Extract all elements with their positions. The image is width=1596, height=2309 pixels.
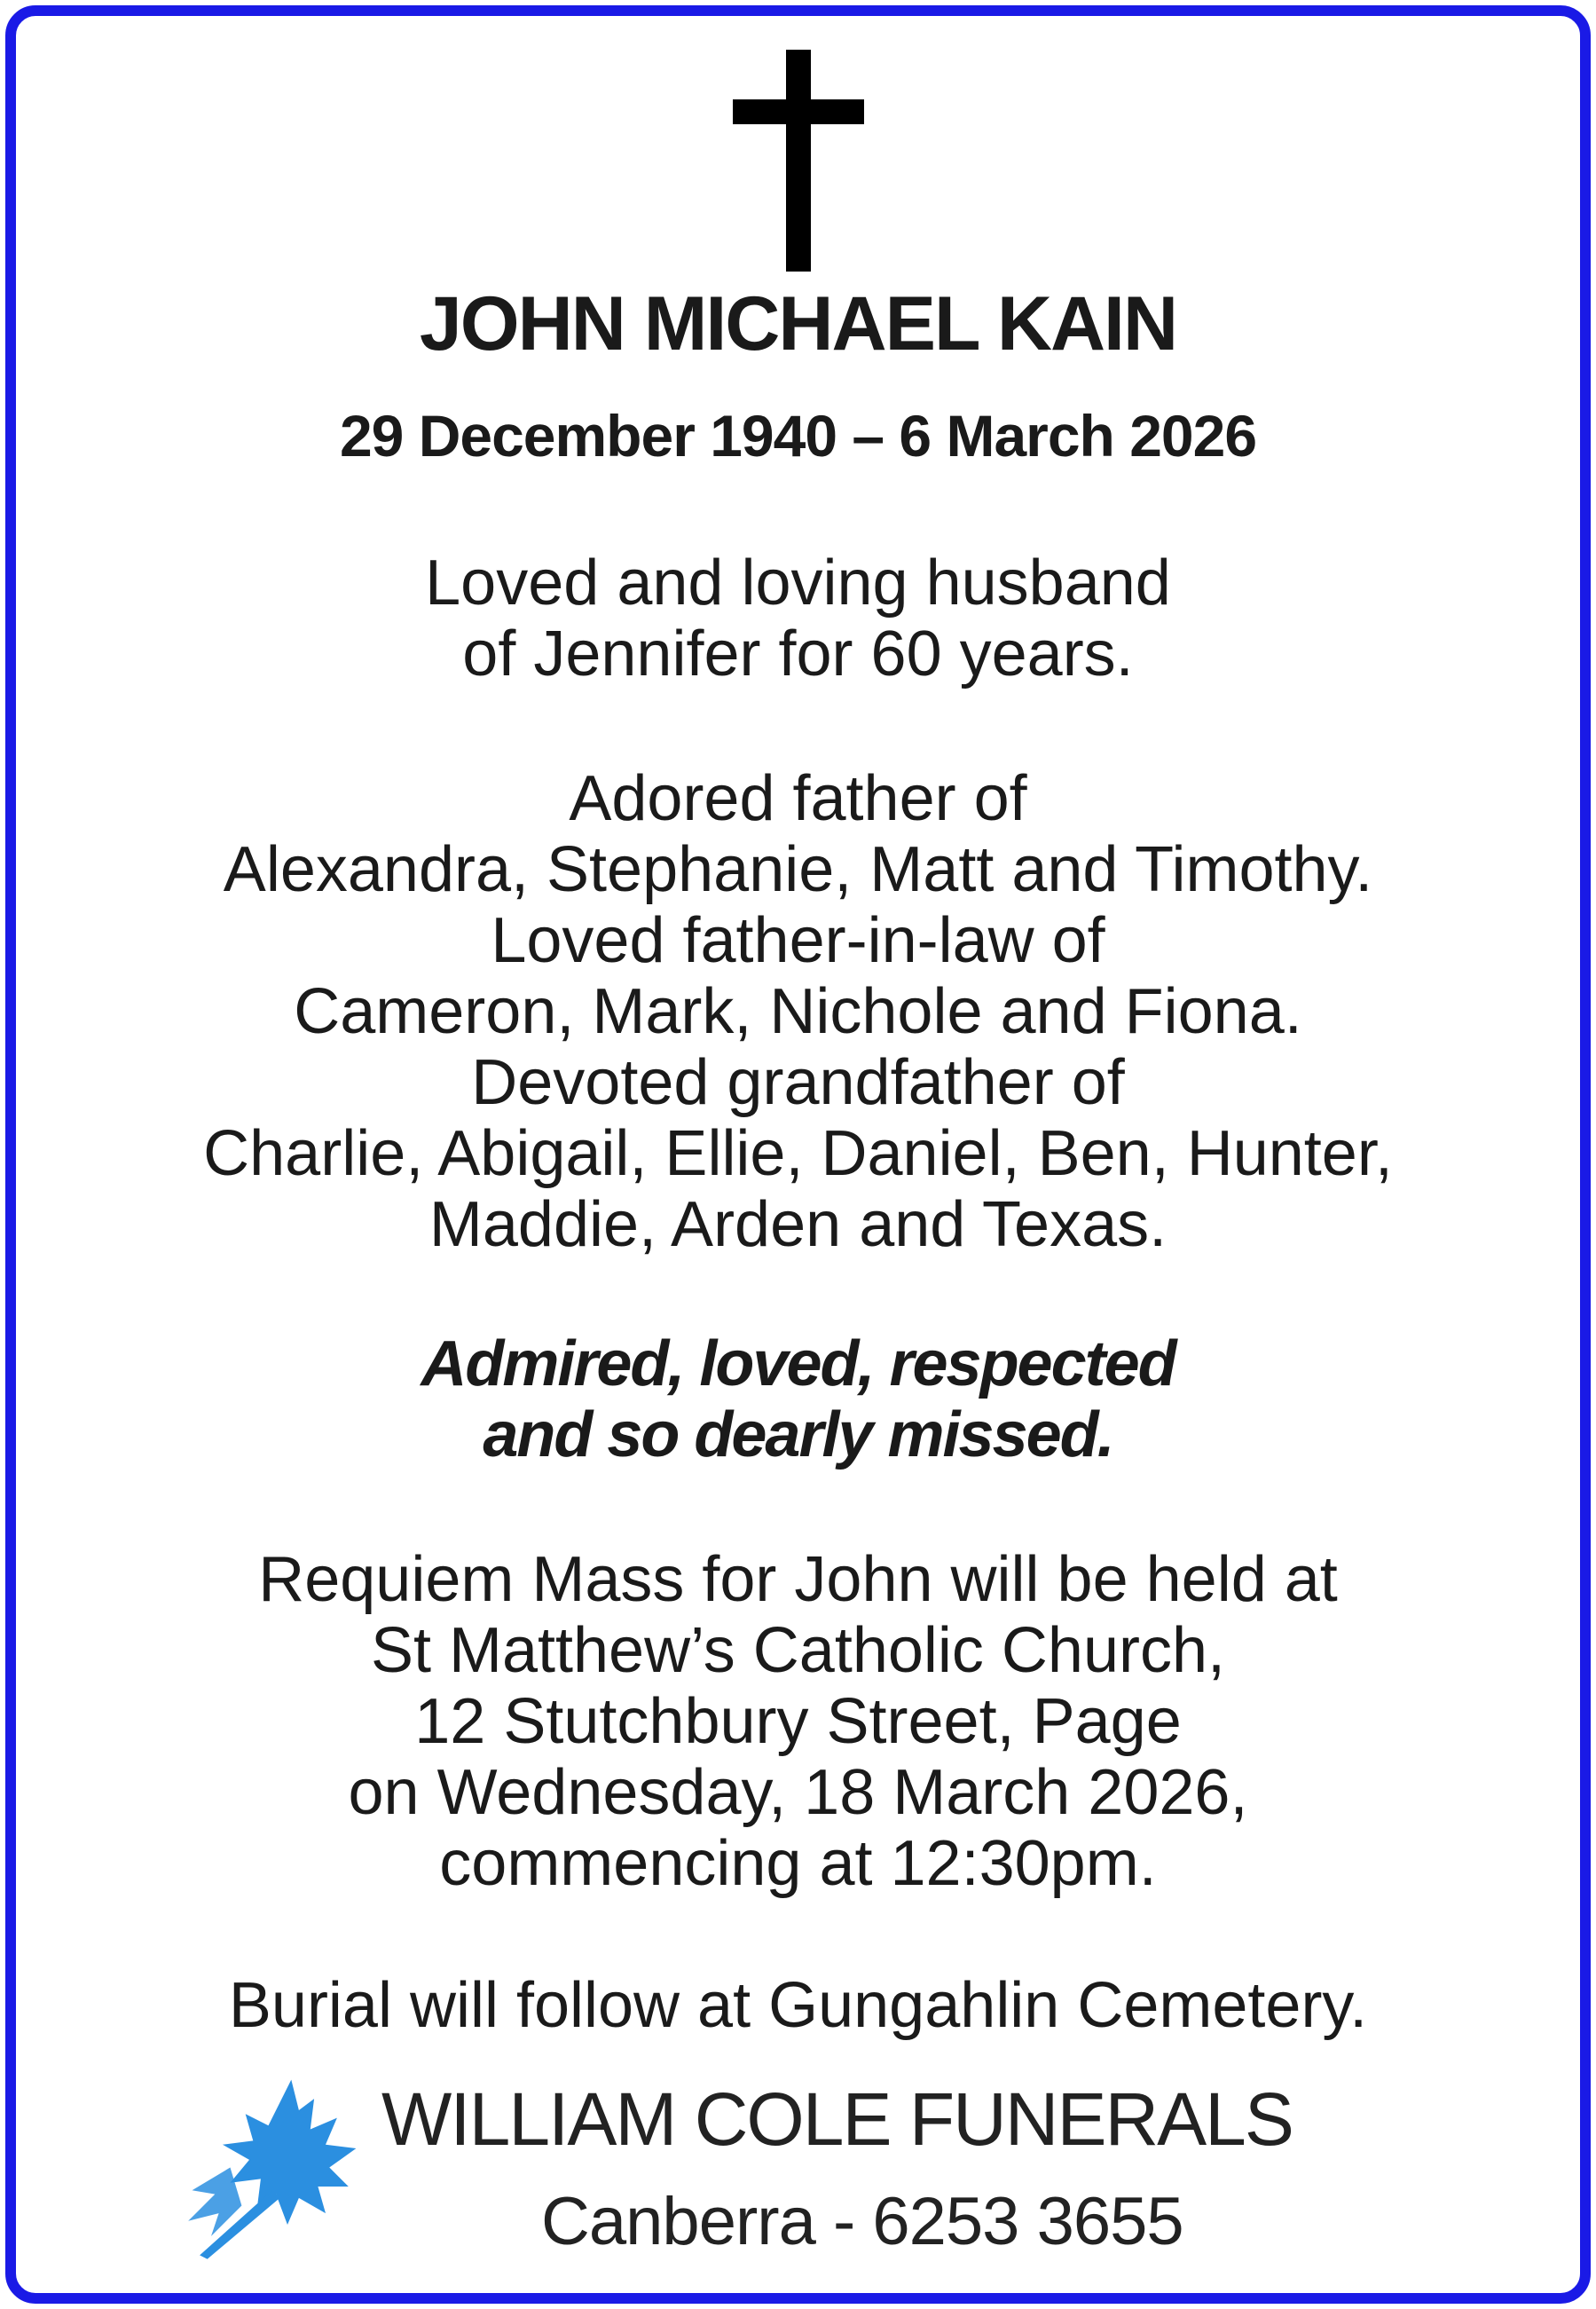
text-line: Cameron, Mark, Nichole and Fiona. bbox=[294, 976, 1302, 1047]
text-line: Loved father-in-law of bbox=[491, 905, 1105, 976]
text-line: Requiem Mass for John will be held at bbox=[258, 1544, 1338, 1615]
text-line: Loved and loving husband bbox=[425, 548, 1171, 619]
text-line: commencing at 12:30pm. bbox=[439, 1828, 1157, 1899]
life-dates: 29 December 1940 – 6 March 2026 bbox=[339, 403, 1257, 469]
text-line: Maddie, Arden and Texas. bbox=[428, 1189, 1168, 1260]
family-section bbox=[35, 763, 1561, 1260]
text-line: on Wednesday, 18 March 2026, bbox=[348, 1757, 1248, 1828]
text-line: of Jennifer for 60 years. bbox=[462, 619, 1134, 690]
text-line: Admired, loved, respected bbox=[421, 1328, 1175, 1399]
funeral-home-name: WILLIAM COLE FUNERALS bbox=[381, 2077, 1293, 2161]
service-section bbox=[35, 1544, 1561, 1899]
cross-icon bbox=[733, 50, 864, 272]
text-line: St Matthew’s Catholic Church, bbox=[370, 1615, 1226, 1686]
text-line: Alexandra, Stephanie, Matt and Timothy. bbox=[223, 834, 1373, 905]
deceased-name: JOHN MICHAEL KAIN bbox=[419, 281, 1177, 366]
text-line: Devoted grandfather of bbox=[471, 1047, 1125, 1118]
text-line: and so dearly missed. bbox=[483, 1399, 1113, 1470]
text-line: Adored father of bbox=[569, 763, 1027, 834]
maple-leaf-icon bbox=[173, 2072, 364, 2263]
spouse-section bbox=[35, 548, 1561, 690]
funeral-home-phone: Canberra - 6253 3655 bbox=[541, 2184, 1183, 2259]
text-line: 12 Stutchbury Street, Page bbox=[414, 1686, 1182, 1757]
text-line: Charlie, Abigail, Ellie, Daniel, Ben, Hunter, bbox=[203, 1118, 1393, 1189]
burial-line: Burial will follow at Gungahlin Cemetery. bbox=[228, 1970, 1368, 2041]
tribute-section bbox=[35, 1328, 1561, 1470]
